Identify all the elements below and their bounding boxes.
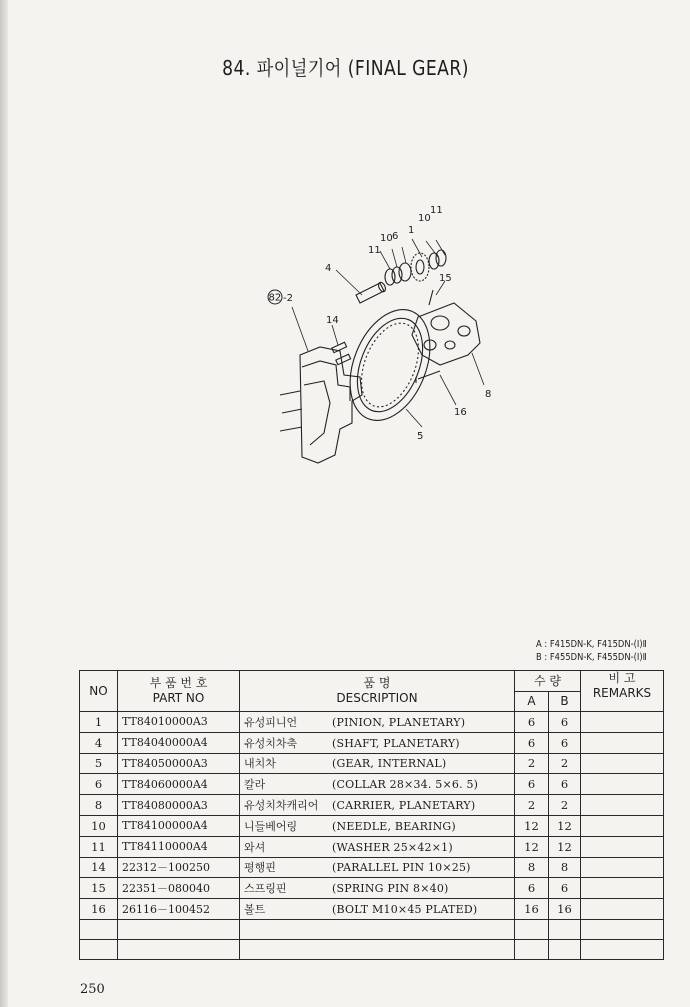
row-remarks — [581, 712, 664, 733]
row-description: 칼라 (COLLAR 28×34. 5×6. 5) — [240, 774, 515, 795]
row-no: 6 — [80, 774, 118, 795]
row-description: 유성피니언 (PINION, PLANETARY) — [240, 712, 515, 733]
svg-text:82: 82 — [268, 292, 282, 304]
row-no: 1 — [80, 712, 118, 733]
table-row — [80, 857, 664, 878]
legend-line-a: A : F415DN-K, F415DN-(Ⅰ)Ⅱ — [536, 639, 647, 650]
page-binding-edge — [0, 0, 8, 1007]
table-row — [80, 899, 664, 920]
spring-pin — [429, 290, 433, 305]
svg-text:-2: -2 — [283, 293, 293, 304]
row-no: 15 — [80, 878, 118, 899]
row-description: 내치차 (GEAR, INTERNAL) — [240, 753, 515, 774]
svg-text:15: 15 — [439, 273, 452, 284]
bolt — [416, 371, 440, 383]
row-qty-a: 2 — [515, 795, 549, 816]
row-remarks — [581, 795, 664, 816]
hub-housing — [280, 347, 362, 463]
row-qty-b: 2 — [549, 795, 581, 816]
svg-text:1: 1 — [408, 225, 415, 236]
svg-text:16: 16 — [454, 407, 467, 418]
row-description: 유성치차축 (SHAFT, PLANETARY) — [240, 732, 515, 753]
svg-text:14: 14 — [326, 315, 339, 326]
row-remarks — [581, 774, 664, 795]
row-qty-a: 6 — [515, 712, 549, 733]
row-no: 10 — [80, 815, 118, 836]
svg-text:10: 10 — [418, 213, 431, 224]
table-row-empty — [80, 919, 664, 939]
table-row — [80, 815, 664, 836]
row-qty-a: 6 — [515, 732, 549, 753]
row-remarks — [581, 836, 664, 857]
planetary-shaft — [356, 281, 387, 303]
row-qty-b: 8 — [549, 857, 581, 878]
header-remarks: 비 고 REMARKS — [581, 671, 664, 712]
page-title: 84. 파이널기어 (FINAL GEAR) — [221, 56, 469, 80]
row-part-no: 22351－080040 — [118, 878, 240, 899]
internal-gear-ring — [335, 298, 445, 433]
row-no: 5 — [80, 753, 118, 774]
row-remarks — [581, 732, 664, 753]
row-no: 8 — [80, 795, 118, 816]
svg-text:8: 8 — [485, 389, 492, 400]
row-part-no: TT84050000A3 — [118, 753, 240, 774]
row-part-no: 26116－100452 — [118, 899, 240, 920]
svg-text:10: 10 — [380, 233, 393, 244]
table-row — [80, 795, 664, 816]
table-row — [80, 878, 664, 899]
row-description: 와셔 (WASHER 25×42×1) — [240, 836, 515, 857]
row-qty-a: 8 — [515, 857, 549, 878]
legend-line-b: B : F455DN-K, F455DN-(Ⅰ)Ⅱ — [536, 652, 647, 663]
table-row — [80, 712, 664, 733]
row-part-no: TT84040000A4 — [118, 732, 240, 753]
row-qty-b: 6 — [549, 732, 581, 753]
row-remarks — [581, 857, 664, 878]
row-qty-a: 2 — [515, 753, 549, 774]
table-row — [80, 732, 664, 753]
row-qty-b: 12 — [549, 836, 581, 857]
row-qty-b: 6 — [549, 712, 581, 733]
exploded-parts-diagram — [240, 195, 510, 485]
row-qty-b: 16 — [549, 899, 581, 920]
row-qty-a: 6 — [515, 878, 549, 899]
row-description: 유성치차캐리어 (CARRIER, PLANETARY) — [240, 795, 515, 816]
row-part-no: TT84110000A4 — [118, 836, 240, 857]
row-part-no: TT84060000A4 — [118, 774, 240, 795]
row-part-no: 22312－100250 — [118, 857, 240, 878]
row-qty-a: 6 — [515, 774, 549, 795]
row-qty-b: 6 — [549, 878, 581, 899]
row-remarks — [581, 878, 664, 899]
row-remarks — [581, 899, 664, 920]
row-description: 볼트 (BOLT M10×45 PLATED) — [240, 899, 515, 920]
svg-text:4: 4 — [325, 263, 332, 274]
row-no: 11 — [80, 836, 118, 857]
row-description: 니들베어링 (NEEDLE, BEARING) — [240, 815, 515, 836]
table-row-empty — [80, 939, 664, 959]
row-remarks — [581, 815, 664, 836]
row-qty-a: 16 — [515, 899, 549, 920]
page-number: 250 — [80, 982, 105, 997]
header-part-no: 부 품 번 호 PART NO — [118, 671, 240, 712]
header-quantity: 수 량 — [515, 671, 581, 692]
header-description: 품 명 DESCRIPTION — [240, 671, 515, 712]
row-no: 14 — [80, 857, 118, 878]
row-part-no: TT84010000A3 — [118, 712, 240, 733]
row-qty-b: 6 — [549, 774, 581, 795]
row-qty-b: 12 — [549, 815, 581, 836]
svg-text:5: 5 — [417, 431, 424, 442]
svg-text:11: 11 — [368, 245, 381, 256]
svg-text:11: 11 — [430, 205, 443, 216]
header-qty-b: B — [549, 692, 581, 712]
header-no: NO — [80, 671, 118, 712]
row-description: 평행핀 (PARALLEL PIN 10×25) — [240, 857, 515, 878]
row-description: 스프링핀 (SPRING PIN 8×40) — [240, 878, 515, 899]
row-no: 16 — [80, 899, 118, 920]
planetary-carrier — [412, 303, 480, 365]
table-row — [80, 753, 664, 774]
row-qty-a: 12 — [515, 815, 549, 836]
parts-table — [79, 670, 664, 960]
row-remarks — [581, 753, 664, 774]
row-no: 4 — [80, 732, 118, 753]
row-part-no: TT84100000A4 — [118, 815, 240, 836]
table-row — [80, 836, 664, 857]
row-qty-b: 2 — [549, 753, 581, 774]
row-part-no: TT84080000A3 — [118, 795, 240, 816]
header-qty-a: A — [515, 692, 549, 712]
model-legend — [536, 638, 662, 664]
svg-text:6: 6 — [392, 231, 399, 242]
table-row — [80, 774, 664, 795]
row-qty-a: 12 — [515, 836, 549, 857]
